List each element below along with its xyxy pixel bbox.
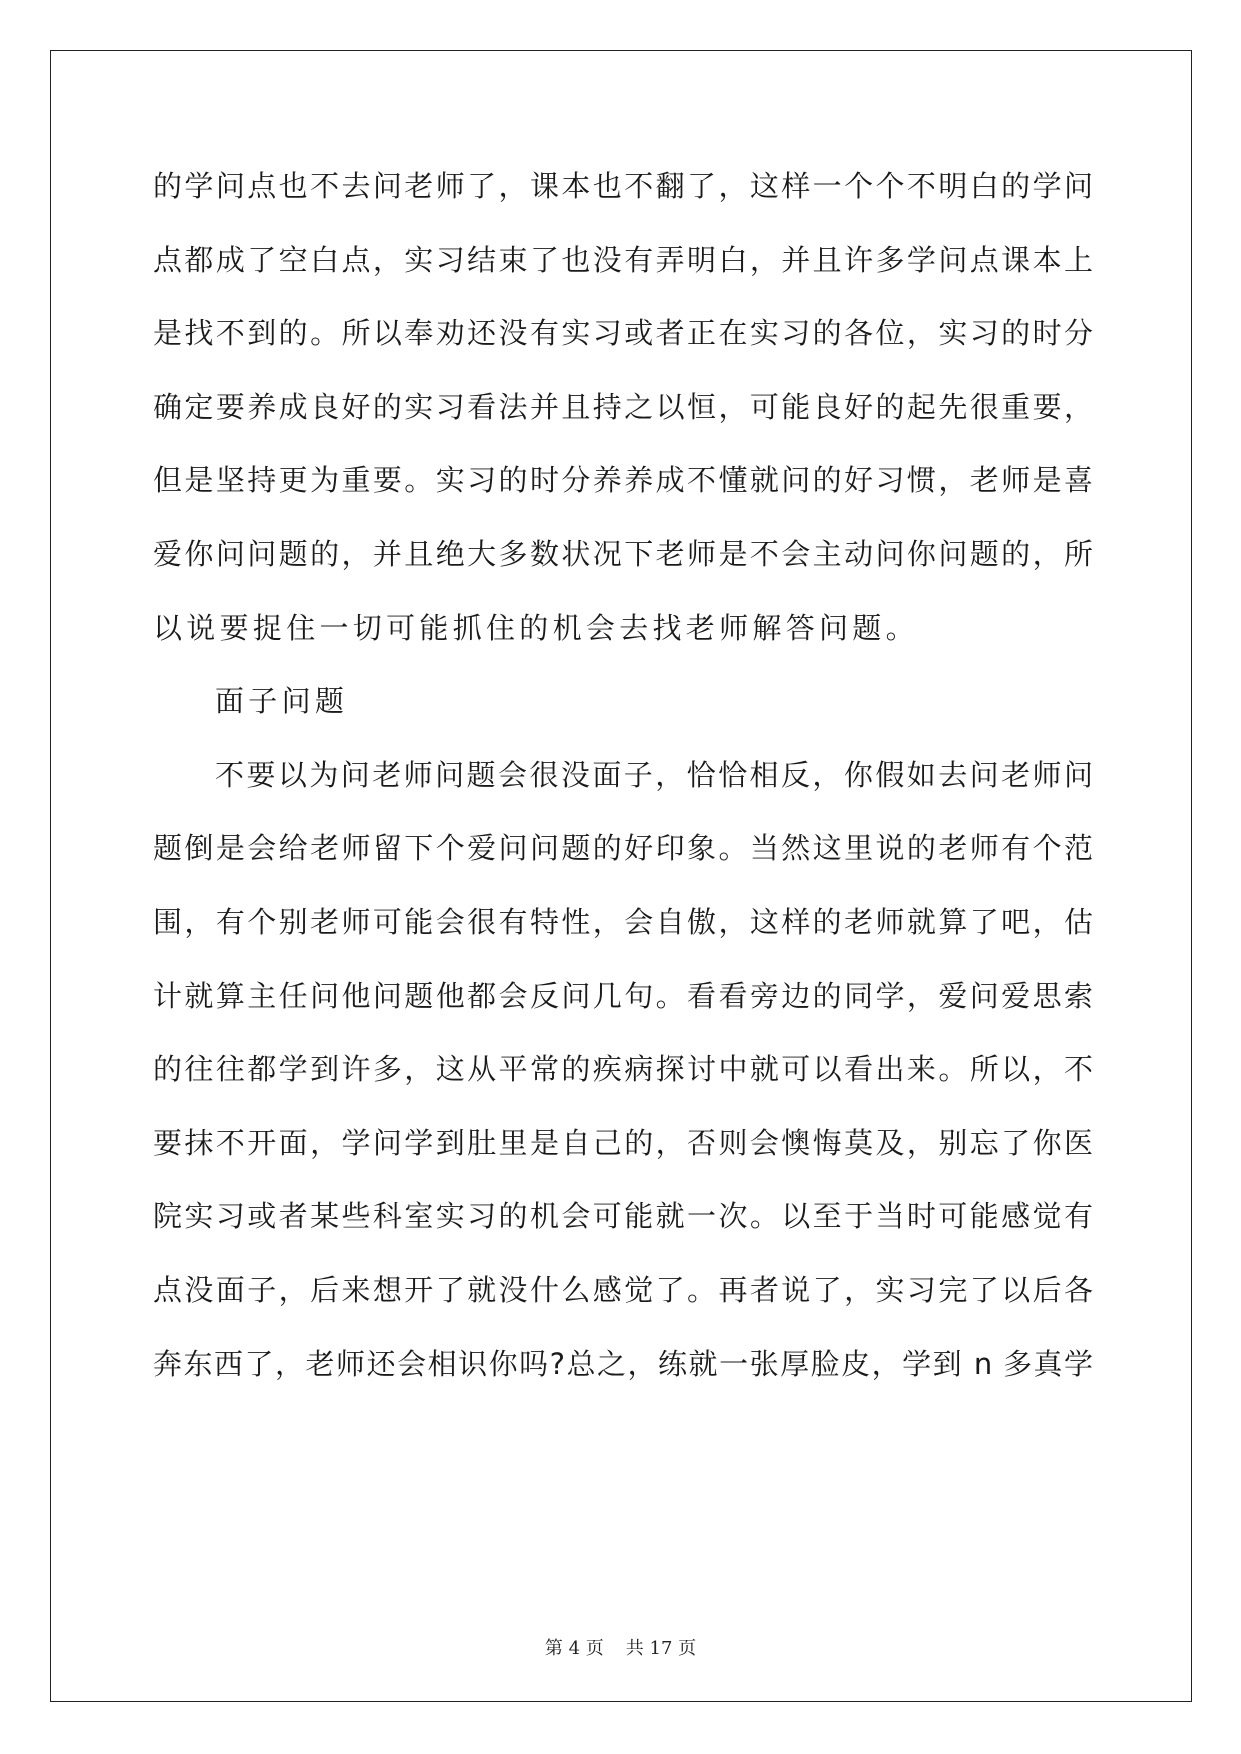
text-line: 以说要捉住一切可能抓住的机会去找老师解答问题。 <box>153 610 919 645</box>
text-line: 计就算主任问他问题他都会反问几句。看看旁边的同学，爱问爱思索 <box>153 978 1093 1013</box>
text-line: 院实习或者某些科室实习的机会可能就一次。以至于当时可能感觉有 <box>153 1199 1093 1234</box>
text-line: 爱你问问题的，并且绝大多数状况下老师是不会主动问你问题的，所 <box>153 536 1093 571</box>
text-line: 要抹不开面，学问学到肚里是自己的，否则会懊悔莫及，别忘了你医 <box>153 1125 1093 1160</box>
text-line: 奔东西了，老师还会相识你吗?总之，练就一张厚脸皮，学到 n 多真学 <box>153 1346 1093 1381</box>
text-line: 但是坚持更为重要。实习的时分养养成不懂就问的好习惯，老师是喜 <box>153 463 1093 498</box>
text-line: 确定要养成良好的实习看法并且持之以恒，可能良好的起先很重要， <box>153 389 1093 424</box>
text-line: 点都成了空白点，实习结束了也没有弄明白，并且许多学问点课本上 <box>153 242 1093 277</box>
text-line: 围，有个别老师可能会很有特性，会自傲，这样的老师就算了吧，估 <box>153 904 1093 939</box>
text-line: 点没面子，后来想开了就没什么感觉了。再者说了，实习完了以后各 <box>153 1272 1093 1307</box>
section-heading: 面子问题 <box>215 684 349 719</box>
text-line: 是找不到的。所以奉劝还没有实习或者正在实习的各位，实习的时分 <box>153 316 1093 351</box>
document-body <box>153 160 1093 1411</box>
page-footer <box>0 1634 1241 1660</box>
text-line: 不要以为问老师问题会很没面子，恰恰相反，你假如去问老师问 <box>215 757 1093 792</box>
text-line: 题倒是会给老师留下个爱问问题的好印象。当然这里说的老师有个范 <box>153 831 1093 866</box>
text-line: 的学问点也不去问老师了，课本也不翻了，这样一个个不明白的学问 <box>153 169 1093 203</box>
page-total: 共 17 页 <box>625 1638 697 1659</box>
text-line: 的往往都学到许多，这从平常的疾病探讨中就可以看出来。所以，不 <box>153 1052 1093 1087</box>
page-number: 第 4 页 <box>544 1638 604 1659</box>
